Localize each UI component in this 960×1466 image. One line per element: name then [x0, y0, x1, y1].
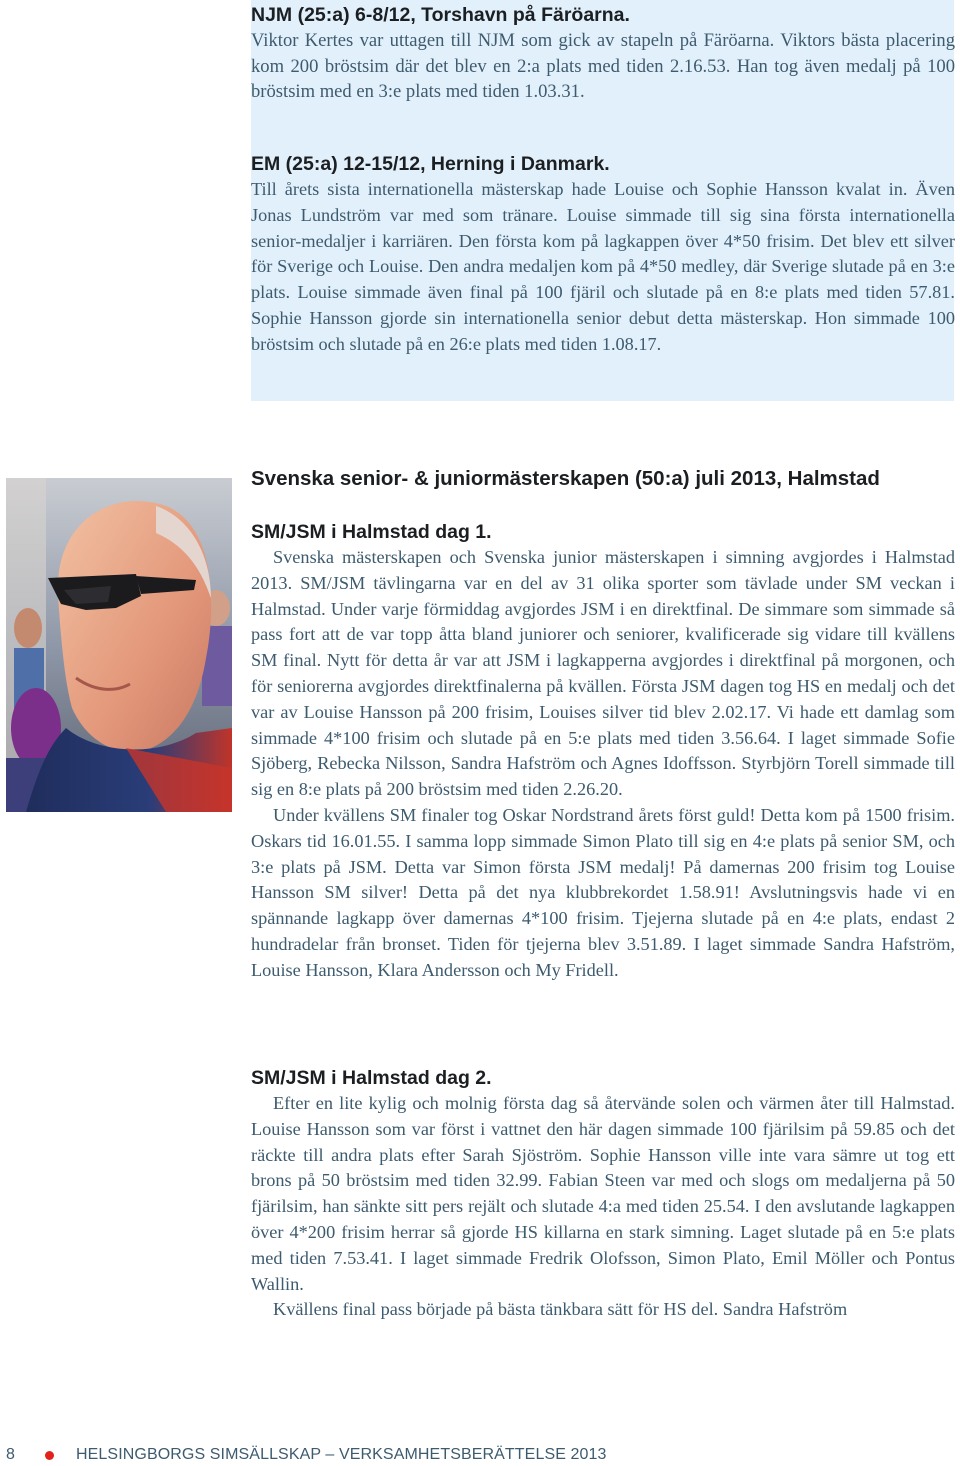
- main-heading: Svenska senior- & juniormästerskapen (50:a) juli 2013, Halmstad: [251, 467, 880, 490]
- bullet-dot-icon: [45, 1451, 54, 1460]
- photo-man-sunglasses: [6, 478, 232, 812]
- section-heading: NJM (25:a) 6-8/12, Torshavn på Färöarna.: [251, 4, 630, 26]
- section-heading: EM (25:a) 12-15/12, Herning i Danmark.: [251, 153, 610, 175]
- page-footer: [6, 1446, 960, 1466]
- section-paragraph: Under kvällens SM finaler tog Oskar Nordstrand årets först guld! Detta kom på 1500 frisim. Oskars tid 16.01.55. I samma lopp simmade Simon Plato till sig en 4:e plats på senior SM, och 3:e plats på JSM. Detta var Simon första JSM medalj! På damernas 200 frisim tog Louise Hansson SM silver! Detta på det nya klubbrekordet 1.58.91! Avslutningsvis hade vi en spännande lagkapp över damernas 4*100 frisim. Tjejerna slutade på en 4:e plats, endast 2 hundradelar från bronset. Tiden för tjejerna blev 3.51.89. I laget simmade Sandra Hafström, Louise Hansson, Klara Andersson och My Fridell.: [251, 804, 955, 980]
- section-heading: SM/JSM i Halmstad dag 2.: [251, 1067, 492, 1089]
- section-day2: [251, 1066, 955, 1323]
- page-number: 8: [6, 1446, 15, 1463]
- footer-title: HELSINGBORGS SIMSÄLLSKAP – VERKSAMHETSBERÄTTELSE 2013: [76, 1446, 607, 1463]
- section-em: [251, 152, 955, 358]
- section-day1: [251, 520, 955, 984]
- section-paragraph: Efter en lite kylig och molnig första dag så återvände solen och värmen åter till Halmstad. Louise Hansson som var först i vattnet den här dagen simmade 100 fjärilsim på 59.85 och det räckte till andra plats efter Sarah Sjöström. Sophie Hansson ville inte vara sämre ut tog ett brons på 50 bröstsim med tiden 32.99. Fabian Steen var med och slogs om medaljerna på 50 fjärilsim, han sänkte sitt pers rejält och slutade 4:a med tiden 25.54. I den avslutande lagkappen över 4*200 frisim herrar så gjorde HS killarna en stark simning. Laget slutade på en 5:e plats med tiden 7.53.41. I laget simmade Fredrik Olofsson, Simon Plato, Emil Möller och Pontus Wallin.: [251, 1093, 955, 1294]
- section-paragraph: Svenska mästerskapen och Svenska junior mästerskapen i simning avgjordes i Halmstad 2013. SM/JSM tävlingarna var en del av 31 olika sporter som tävlade under SM veckan i Halmstad. Under varje förmiddag avgjordes JSM i en direktfinal. De simmare som simmade så pass fort att de var topp åtta bland juniorer och seniorer, kvalificerade sig vidare till kvällens SM final. Nytt för detta år var att JSM i lagkapperna avgjordes i direktfinal på morgonen, och för seniorerna avgjordes direktfinalerna på kvällen. Första JSM dagen tog HS en medalj och det var av Louise Hansson på 200 frisim, Louises silver tid blev 2.02.17. Vi hade ett damlag som simmade 4*100 frisim och slutade på en 5:e plats med tiden 3.56.64. I laget simmade Sofie Sjöberg, Rebecka Nilsson, Sandra Hafström och Agnes Idoffsson. Styrbjörn Torell simmade till sig en 8:e plats på 200 bröstsim med tiden 2.26.20.: [251, 547, 955, 800]
- section-paragraph: Kvällens final pass började på bästa tänkbara sätt för HS del. Sandra Hafström: [273, 1299, 848, 1320]
- section-heading: SM/JSM i Halmstad dag 1.: [251, 521, 492, 543]
- section-njm: [251, 3, 955, 105]
- section-text: Till årets sista internationella mästerskap hade Louise och Sophie Hansson kvalat in. Även Jonas Lundström var med som tränare. Louise simmade till sig sina första internationella senior-medaljer i karriären. Den första kom på lagkappen över 4*50 frisim. Det blev ett silver för Sverige och Louise. Den andra medaljen kom på 4*50 medley, där Sverige slutade på en 3:e plats. Louise simmade även final på 100 fjäril och slutade på en 8:e plats med tiden 57.81. Sophie Hansson gjorde sin internationella senior debut detta mästerskap. Hon simmade 100 bröstsim och slutade på en 26:e plats med tiden 1.08.17.: [251, 179, 955, 354]
- section-text: Viktor Kertes var uttagen till NJM som gick av stapeln på Färöarna. Viktors bästa placering kom 200 bröstsim där det blev en 2:a plats med tiden 2.16.53. Han tog även medalj på 100 bröstsim med en 3:e plats med tiden 1.03.31.: [251, 30, 955, 103]
